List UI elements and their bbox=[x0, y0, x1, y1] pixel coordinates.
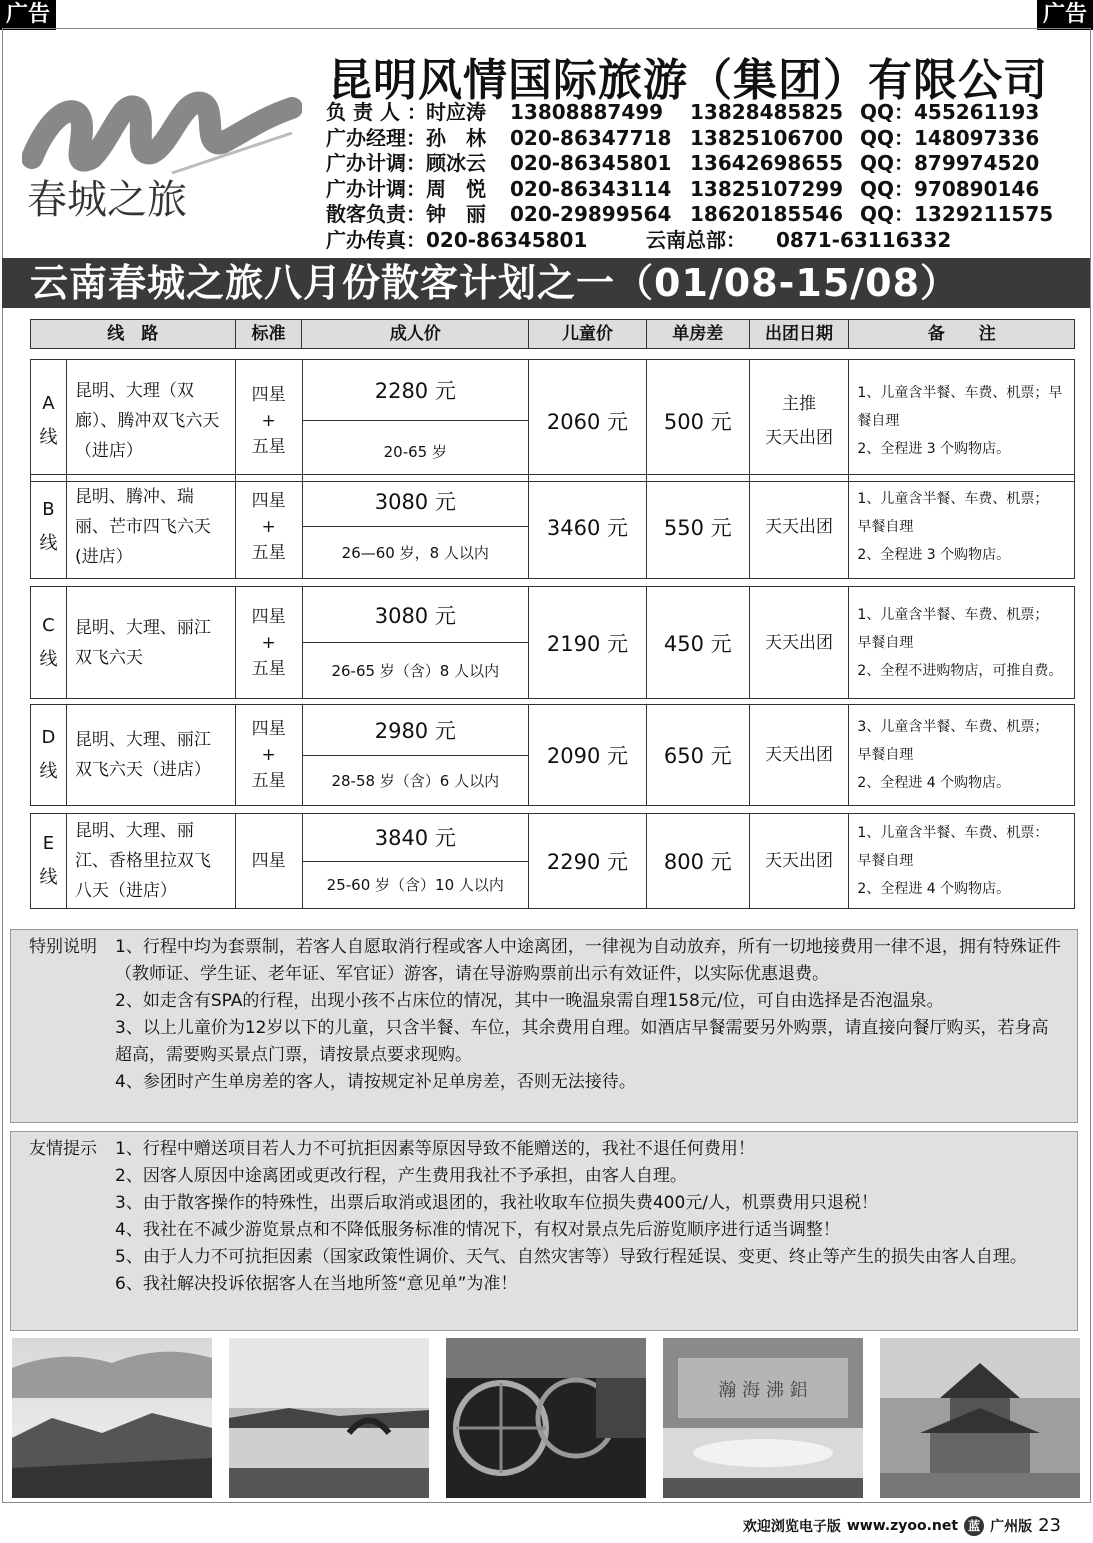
page-footer bbox=[743, 1515, 1061, 1536]
standard-text: 四星 bbox=[251, 490, 286, 511]
route-id: C 线 bbox=[31, 587, 67, 698]
route-notes bbox=[849, 475, 1074, 578]
departure-text: 主推 bbox=[782, 393, 817, 414]
contact-list bbox=[326, 100, 1054, 253]
note-text: 2、全程进 3 个购物店。 bbox=[857, 440, 1011, 457]
departure-text: 天天出团 bbox=[765, 851, 834, 871]
single-supplement: 450 元 bbox=[647, 587, 750, 698]
route-id: E 线 bbox=[31, 814, 67, 908]
footer-url[interactable]: www.zyoo.net bbox=[846, 1517, 959, 1534]
departure-text: 天天出团 bbox=[765, 745, 834, 765]
route-standard bbox=[236, 705, 303, 805]
route-standard bbox=[236, 360, 303, 481]
col-standard: 标准 bbox=[236, 320, 303, 348]
route-id: D 线 bbox=[31, 705, 67, 805]
ad-label-left: 广告 bbox=[0, 0, 56, 30]
route-table bbox=[30, 319, 1075, 349]
departure-text: 天天出团 bbox=[765, 516, 834, 537]
child-price: 2090 元 bbox=[529, 705, 647, 805]
tip-item: 3、由于散客操作的特殊性，出票后取消或退团的，我社收取车位损失费400元/人，机票费用只退税！ bbox=[115, 1193, 878, 1213]
standard-text: 五星 bbox=[251, 658, 286, 679]
standard-text: 四星 bbox=[251, 384, 286, 405]
adult-price: 3080 元 bbox=[303, 587, 529, 643]
child-price: 3460 元 bbox=[529, 475, 647, 578]
plan-banner: 云南春城之旅八月份散客计划之一（01/08-15/08） bbox=[2, 258, 1090, 308]
route-notes bbox=[849, 705, 1074, 805]
single-supplement: 800 元 bbox=[647, 814, 750, 908]
col-notes: 备 注 bbox=[927, 324, 996, 344]
special-item: 2、如走含有SPA的行程，出现小孩不占床位的情况，其中一晚温泉需自理158元/位，可自由选择是否泡温泉。 bbox=[115, 991, 944, 1011]
standard-text: 四星 bbox=[251, 606, 286, 627]
departure-date bbox=[750, 360, 850, 481]
departure-text: 天天出团 bbox=[765, 632, 834, 653]
footer-text: 欢迎浏览电子版 bbox=[742, 1518, 841, 1535]
route-name: 昆明、腾冲、瑞丽、芒市四飞六天(进店） bbox=[67, 475, 236, 578]
contact-row: 散客负责： 钟 丽 020-29899564 18620185546 QQ：1329211575 bbox=[326, 202, 1054, 226]
route-standard bbox=[236, 587, 303, 698]
single-supplement: 500 元 bbox=[647, 360, 750, 481]
note-text: 2、全程进 4 个购物店。 bbox=[857, 775, 1011, 791]
note-text: 1、儿童含半餐、车费、机票： bbox=[857, 825, 1049, 841]
route-standard bbox=[236, 814, 303, 908]
adult-price: 2980 元 bbox=[303, 705, 529, 756]
photo-waterwheels bbox=[446, 1338, 646, 1498]
standard-text: + bbox=[261, 516, 276, 537]
table-row bbox=[30, 359, 1075, 482]
adult-price: 3080 元 bbox=[303, 475, 529, 527]
footer-edition: 广州版 bbox=[990, 1518, 1033, 1535]
note-text: 2、全程进 4 个购物店。 bbox=[857, 881, 1011, 897]
note-text: 1、儿童含半餐、车费、机票； bbox=[857, 606, 1049, 623]
route-notes bbox=[849, 587, 1074, 698]
photo-hot-spring-gate bbox=[663, 1338, 863, 1498]
note-text: 1、儿童含半餐、车费、机票；早餐自理 bbox=[857, 384, 1063, 429]
departure-text: 天天出团 bbox=[765, 427, 834, 448]
departure-date bbox=[750, 705, 850, 805]
col-route: 线 路 bbox=[31, 320, 236, 348]
page-number: 23 bbox=[1038, 1515, 1061, 1536]
col-single: 单房差 bbox=[647, 320, 750, 348]
special-item: 1、行程中均为套票制，若客人自愿取消行程或客人中途离团，一律视为自动放弃，所有一切地接费用一律不退，拥有特殊证件（教师证、学生证、老年证、军官证）游客，请在导游购票前出示有效证件，以实际优惠退费。 bbox=[115, 937, 1061, 984]
departure-date bbox=[750, 587, 850, 698]
note-text: 1、儿童含半餐、车费、机票； bbox=[857, 490, 1049, 507]
standard-text: + bbox=[261, 745, 276, 765]
age-range: 28-58 岁（含）6 人以内 bbox=[331, 771, 500, 790]
route-notes bbox=[849, 814, 1074, 908]
route-name: 昆明、大理、丽江双飞六天 bbox=[67, 587, 236, 698]
contact-row: 广办计调： 顾冰云 020-86345801 13642698655 QQ：879974520 bbox=[326, 151, 1040, 175]
single-supplement: 650 元 bbox=[647, 705, 750, 805]
contact-row: 广办经理： 孙 林 020-86347718 13825106700 QQ：148097336 bbox=[326, 125, 1040, 150]
adult-price-cell bbox=[303, 705, 530, 805]
contact-row: 广办计调： 周 悦 020-86343114 13825107299 QQ：970890146 bbox=[326, 176, 1040, 201]
departure-date bbox=[750, 814, 850, 908]
table-row bbox=[30, 813, 1075, 909]
table-row bbox=[30, 474, 1075, 579]
adult-price: 3840 元 bbox=[303, 814, 529, 862]
adult-price: 2280 元 bbox=[303, 360, 529, 421]
svg-text:瀚 海 沸 鋁: 瀚 海 沸 鋁 bbox=[718, 1380, 808, 1401]
route-id: A 线 bbox=[31, 360, 67, 481]
route-name: 昆明、大理（双廊）、腾冲双飞六天（进店） bbox=[67, 360, 236, 481]
fax-row: 广办传真： 020-86345801 云南总部： 0871-63116332 bbox=[326, 227, 952, 252]
note-text: 早餐自理 bbox=[857, 747, 914, 763]
adult-price-cell bbox=[303, 814, 530, 908]
route-standard bbox=[236, 475, 303, 578]
special-label: 特别说明 bbox=[29, 937, 97, 957]
age-range: 25-60 岁（含）10 人以内 bbox=[326, 876, 504, 895]
special-item: 4、参团时产生单房差的客人，请按规定补足单房差，否则无法接待。 bbox=[115, 1072, 636, 1092]
child-price: 2190 元 bbox=[529, 587, 647, 698]
col-child: 儿童价 bbox=[529, 320, 647, 348]
standard-text: + bbox=[261, 410, 276, 431]
departure-date bbox=[750, 475, 850, 578]
route-name: 昆明、大理、丽江双飞六天（进店） bbox=[67, 705, 236, 805]
note-text: 2、全程进 3 个购物店。 bbox=[857, 546, 1011, 563]
friendly-tips bbox=[10, 1131, 1078, 1331]
standard-text: 四星 bbox=[251, 719, 286, 739]
standard-text: 五星 bbox=[251, 436, 286, 457]
child-price: 2290 元 bbox=[529, 814, 647, 908]
note-text: 3、儿童含半餐、车费、机票； bbox=[857, 719, 1049, 735]
table-row bbox=[30, 704, 1075, 806]
photo-pavilion bbox=[880, 1338, 1080, 1498]
child-price: 2060 元 bbox=[529, 360, 647, 481]
route-id: B 线 bbox=[31, 475, 67, 578]
note-text: 早餐自理 bbox=[857, 853, 914, 869]
footer-badge-icon: 蓝 bbox=[964, 1516, 984, 1536]
note-text: 早餐自理 bbox=[857, 518, 914, 535]
age-range: 26—60 岁，8 人以内 bbox=[341, 544, 489, 562]
note-text: 早餐自理 bbox=[857, 634, 914, 651]
standard-text: 四星 bbox=[251, 851, 286, 871]
adult-price-cell bbox=[303, 475, 530, 578]
adult-price-cell bbox=[303, 587, 530, 698]
photo-strip bbox=[12, 1338, 1080, 1498]
company-logo bbox=[22, 78, 302, 228]
table-header bbox=[30, 319, 1075, 349]
adult-price-cell bbox=[303, 360, 530, 481]
standard-text: 五星 bbox=[251, 542, 286, 563]
note-text: 2、全程不进购物店，可推自费。 bbox=[857, 662, 1063, 679]
tip-item: 5、由于人力不可抗拒因素（国家政策性调价、天气、自然灾害等）导致行程延误、变更、终止等产生的损失由客人自理。 bbox=[115, 1247, 1027, 1267]
photo-valley bbox=[12, 1338, 212, 1498]
age-range: 20-65 岁 bbox=[383, 442, 447, 461]
col-adult: 成人价 bbox=[302, 320, 529, 348]
company-name: 昆明风情国际旅游（集团）有限公司 bbox=[328, 55, 1048, 106]
special-item: 3、以上儿童价为12岁以下的儿童，只含半餐、车位，其余费用自理。如酒店早餐需要另外购票，请直接向餐厅购买，若身高超高，需要购买景点门票，请按景点要求现购。 bbox=[115, 1018, 1049, 1065]
route-notes bbox=[849, 360, 1074, 481]
ad-label-right: 广告 bbox=[1037, 0, 1093, 30]
special-notes bbox=[10, 929, 1078, 1123]
age-range: 26-65 岁（含）8 人以内 bbox=[331, 662, 500, 680]
table-row bbox=[30, 586, 1075, 699]
contact-row: 负 责 人 ： 时应涛 13808887499 13828485825 QQ：455261193 bbox=[326, 100, 1040, 124]
col-date: 出团日期 bbox=[750, 320, 850, 348]
tip-item: 1、行程中赠送项目若人力不可抗拒因素等原因导致不能赠送的，我社不退任何费用！ bbox=[115, 1139, 755, 1159]
standard-text: + bbox=[261, 632, 276, 653]
tip-item: 6、我社解决投诉依据客人在当地所签“意见单”为准！ bbox=[115, 1274, 518, 1294]
route-name: 昆明、大理、丽江、香格里拉双飞八天（进店） bbox=[67, 814, 236, 908]
photo-lake-bridge bbox=[229, 1338, 429, 1498]
tip-item: 4、我社在不减少游览景点和不降低服务标准的情况下，有权对景点先后游览顺序进行适当调整！ bbox=[115, 1220, 840, 1240]
single-supplement: 550 元 bbox=[647, 475, 750, 578]
tip-item: 2、因客人原因中途离团或更改行程，产生费用我社不予承担，由客人自理。 bbox=[115, 1166, 687, 1186]
logo-text: 春城之旅 bbox=[27, 177, 187, 223]
tips-label: 友情提示 bbox=[29, 1139, 97, 1159]
standard-text: 五星 bbox=[251, 771, 286, 791]
